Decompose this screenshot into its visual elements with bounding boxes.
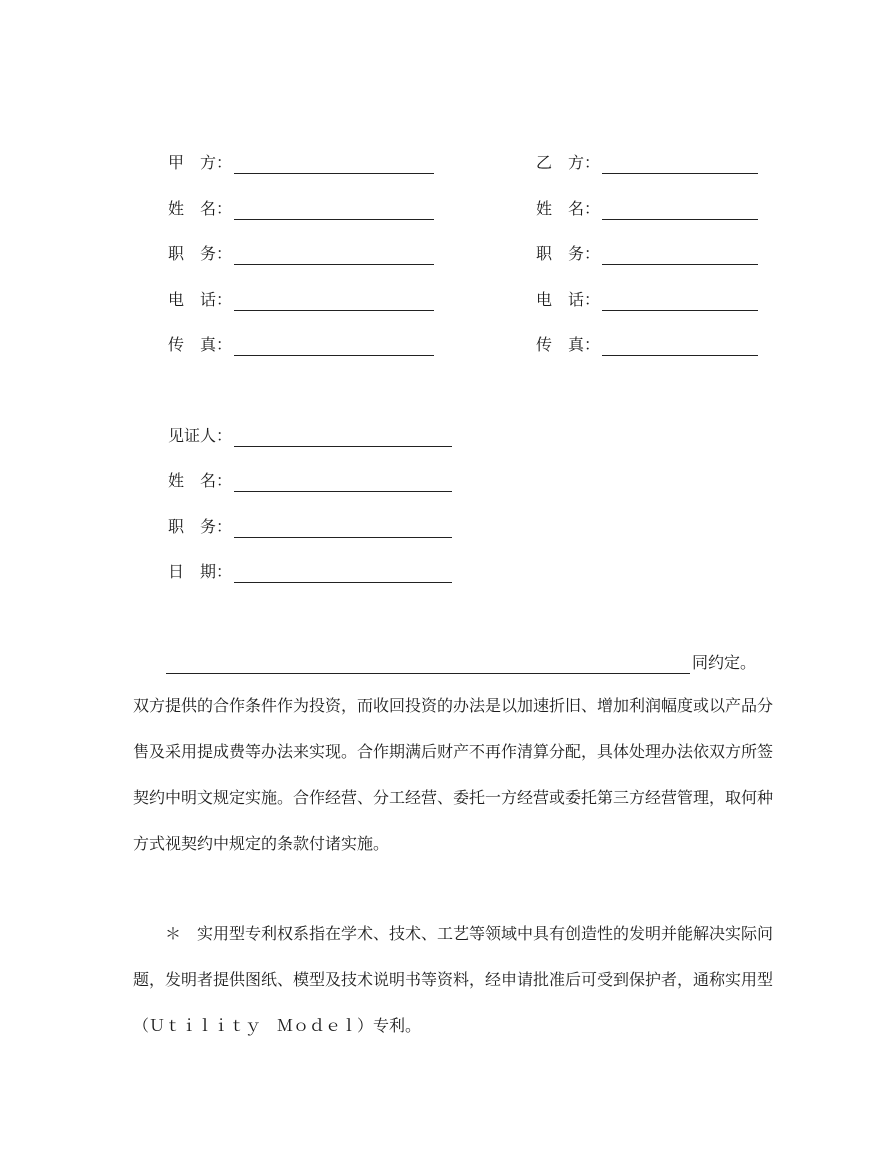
party-b-title-row xyxy=(536,241,758,265)
party-a-row xyxy=(168,150,434,174)
cooperation-paragraph xyxy=(133,683,773,867)
party-a-phone-label: 电 话： xyxy=(168,290,233,309)
witness-name-row xyxy=(168,468,452,492)
agreement-suffix: 同约定。 xyxy=(692,653,757,672)
party-a-phone-blank[interactable] xyxy=(234,296,434,311)
party-a-blank[interactable] xyxy=(234,159,434,174)
party-a-fax-blank[interactable] xyxy=(234,341,434,356)
witness-date-row xyxy=(168,559,452,583)
party-b-name-blank[interactable] xyxy=(602,205,758,220)
witness-label: 见证人： xyxy=(168,426,233,445)
party-a-title-row xyxy=(168,241,434,265)
agreement-row xyxy=(166,650,756,674)
party-b-name-label: 姓 名： xyxy=(536,199,601,218)
party-a-fax-row xyxy=(168,332,434,356)
witness-date-blank[interactable] xyxy=(234,568,452,583)
party-a-title-label: 职 务： xyxy=(168,244,233,263)
party-a-phone-row xyxy=(168,287,434,311)
party-a-title-blank[interactable] xyxy=(234,250,434,265)
party-b-title-blank[interactable] xyxy=(602,250,758,265)
party-a-name-label: 姓 名： xyxy=(168,199,233,218)
witness-row xyxy=(168,423,452,447)
witness-date-label: 日 期： xyxy=(168,562,233,581)
witness-name-label: 姓 名： xyxy=(168,471,233,490)
utility-model-paragraph xyxy=(133,911,773,1049)
party-b-fax-row xyxy=(536,332,758,356)
witness-blank[interactable] xyxy=(234,432,452,447)
party-a-name-row xyxy=(168,196,434,220)
party-b-label: 乙 方： xyxy=(536,153,601,172)
party-b-phone-blank[interactable] xyxy=(602,296,758,311)
party-b-blank[interactable] xyxy=(602,159,758,174)
party-b-row xyxy=(536,150,758,174)
party-b-title-label: 职 务： xyxy=(536,244,601,263)
utility-model-text: ＊ 实用型专利权系指在学术、技术、工艺等领域中具有创造性的发明并能解决实际问题，发明者提供图纸、模型及技术说明书等资料，经申请批准后可受到保护者，通称实用型（Ｕｔｉｌｉｔｙ Ｍｏｄｅｌ）专利。 xyxy=(133,924,774,1035)
party-a-fax-label: 传 真： xyxy=(168,335,233,354)
witness-title-row xyxy=(168,514,452,538)
witness-title-label: 职 务： xyxy=(168,517,233,536)
party-b-phone-row xyxy=(536,287,758,311)
party-a-name-blank[interactable] xyxy=(234,205,434,220)
party-a-label: 甲 方： xyxy=(168,153,233,172)
party-b-fax-blank[interactable] xyxy=(602,341,758,356)
party-b-fax-label: 传 真： xyxy=(536,335,601,354)
party-b-name-row xyxy=(536,196,758,220)
agreement-blank[interactable] xyxy=(166,659,690,674)
cooperation-text: 双方提供的合作条件作为投资，而收回投资的办法是以加速折旧、增加利润幅度或以产品分售及采用提成费等办法来实现。合作期满后财产不再作清算分配，具体处理办法依双方所签契约中明文规定实施。合作经营、分工经营、委托一方经营或委托第三方经营管理，取何种方式视契约中规定的条款付诸实施。 xyxy=(133,696,774,853)
party-b-phone-label: 电 话： xyxy=(536,290,601,309)
witness-title-blank[interactable] xyxy=(234,523,452,538)
witness-name-blank[interactable] xyxy=(234,477,452,492)
